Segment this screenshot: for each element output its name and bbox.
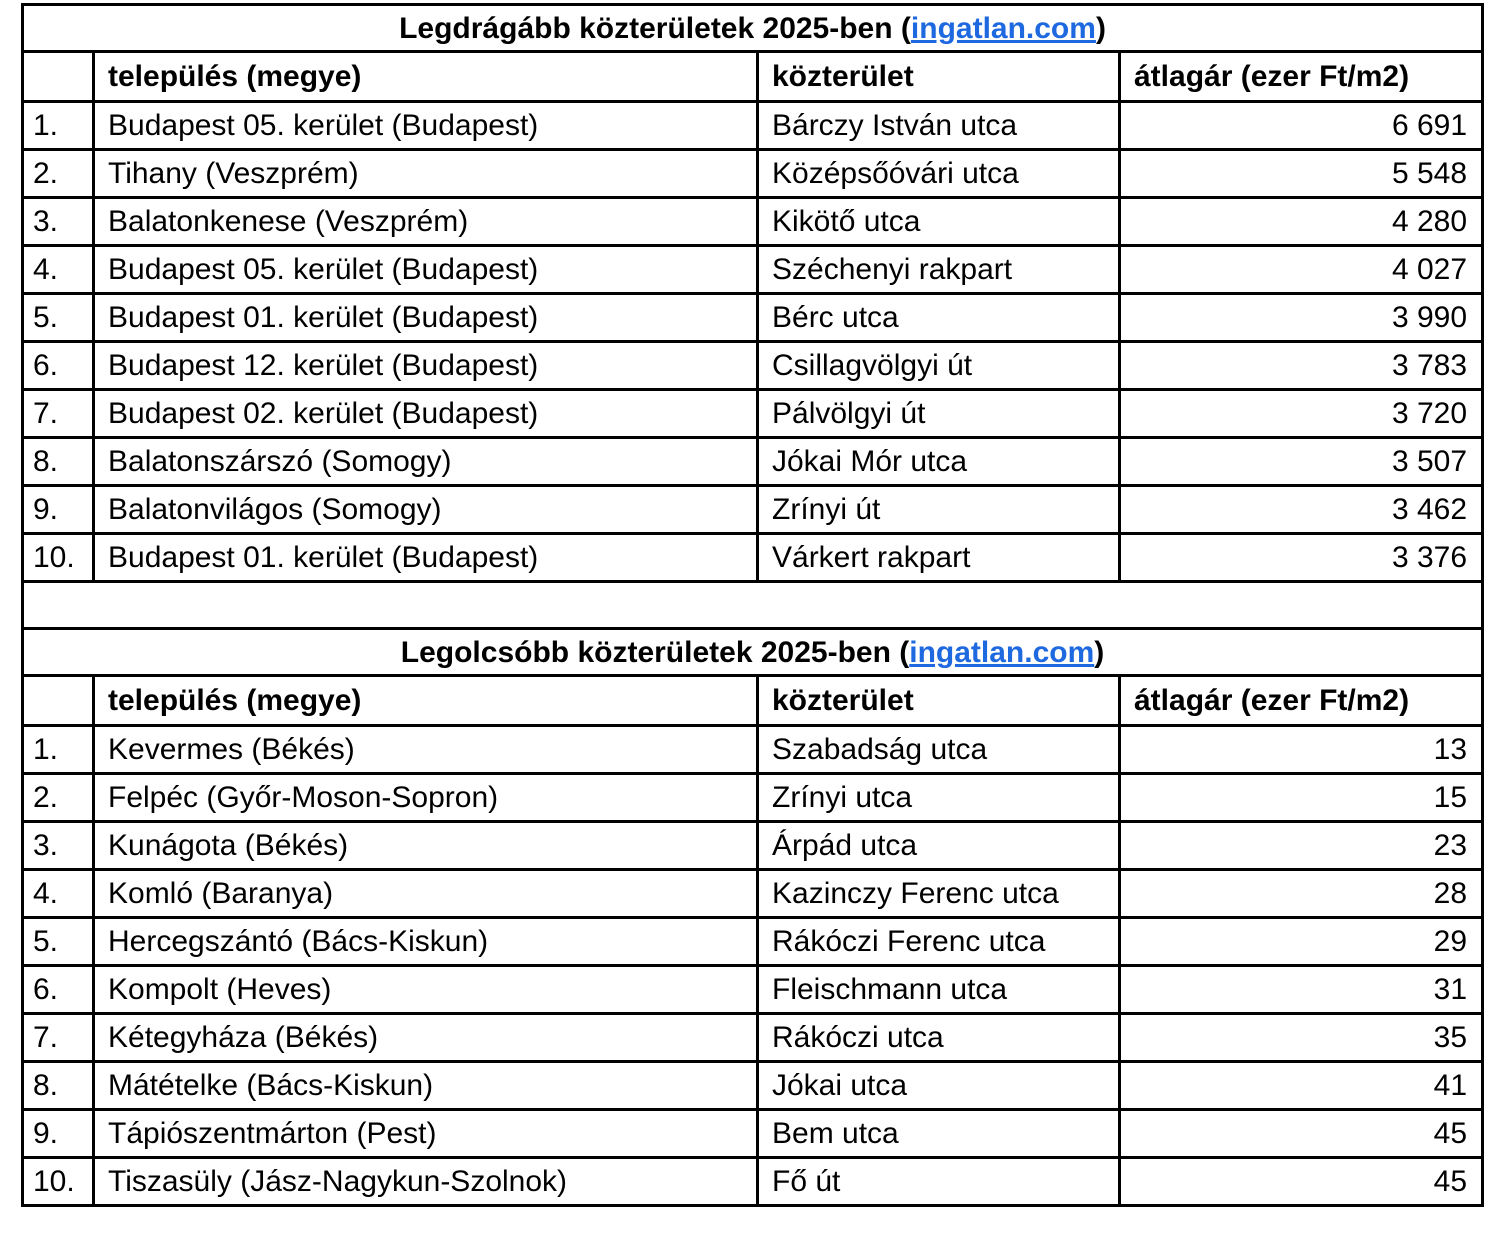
table-row [23,774,1483,822]
rank-cell: 2. [23,774,94,822]
table-row [23,150,1483,198]
price-cell: 29 [1120,918,1483,966]
street-cell: Jókai utca [758,1062,1120,1110]
settlement-cell: Balatonvilágos (Somogy) [94,486,758,534]
table-row [23,486,1483,534]
rank-cell: 8. [23,438,94,486]
rank-cell: 1. [23,102,94,150]
rank-cell: 9. [23,1110,94,1158]
street-cell: Jókai Mór utca [758,438,1120,486]
price-cell: 45 [1120,1110,1483,1158]
settlement-cell: Balatonkenese (Veszprém) [94,198,758,246]
cheapest-table [23,629,1483,726]
settlement-cell: Budapest 02. kerület (Budapest) [94,390,758,438]
ingatlan-com-link[interactable]: ingatlan.com [909,635,1095,669]
rank-cell: 8. [23,1062,94,1110]
price-cell: 41 [1120,1062,1483,1110]
street-cell: Pálvölgyi út [758,390,1120,438]
table-row [23,102,1483,150]
settlement-cell: Budapest 01. kerület (Budapest) [94,534,758,582]
cheapest-header-row [23,676,1483,726]
column-header-price: átlagár (ezer Ft/m2) [1120,676,1483,726]
table-row [23,294,1483,342]
price-cell: 3 990 [1120,294,1483,342]
table-row [23,1158,1483,1206]
price-cell: 5 548 [1120,150,1483,198]
column-header-price: átlagár (ezer Ft/m2) [1120,52,1483,102]
price-cell: 3 462 [1120,486,1483,534]
table-row [23,870,1483,918]
price-cell: 6 691 [1120,102,1483,150]
settlement-cell: Kompolt (Heves) [94,966,758,1014]
price-cell: 3 376 [1120,534,1483,582]
street-cell: Rákóczi utca [758,1014,1120,1062]
street-cell: Bárczy István utca [758,102,1120,150]
table-row [23,726,1483,774]
price-cell: 3 720 [1120,390,1483,438]
ingatlan-com-link[interactable]: ingatlan.com [910,11,1096,45]
rank-cell: 1. [23,726,94,774]
expensive-table-body [23,102,1483,582]
title-text-prefix: Legdrágább közterületek 2025-ben ( [399,11,911,45]
rank-cell: 6. [23,966,94,1014]
expensive-table [23,5,1483,102]
column-header-street: közterület [758,52,1120,102]
table-row [23,966,1483,1014]
settlement-cell: Tihany (Veszprém) [94,150,758,198]
price-tables [21,3,1484,1207]
price-cell: 15 [1120,774,1483,822]
rank-cell: 6. [23,342,94,390]
title-text-prefix: Legolcsóbb közterületek 2025-ben ( [400,635,910,669]
rank-cell: 3. [23,822,94,870]
table-row [23,1062,1483,1110]
table-spacer [23,582,1483,629]
settlement-cell: Mátételke (Bács-Kiskun) [94,1062,758,1110]
price-cell: 23 [1120,822,1483,870]
settlement-cell: Balatonszárszó (Somogy) [94,438,758,486]
rank-cell: 7. [23,1014,94,1062]
street-cell: Bérc utca [758,294,1120,342]
settlement-cell: Komló (Baranya) [94,870,758,918]
street-cell: Zrínyi út [758,486,1120,534]
cheapest-table-body [23,726,1483,1206]
street-cell: Kazinczy Ferenc utca [758,870,1120,918]
settlement-cell: Felpéc (Győr-Moson-Sopron) [94,774,758,822]
price-cell: 4 280 [1120,198,1483,246]
rank-cell: 3. [23,198,94,246]
street-cell: Szabadság utca [758,726,1120,774]
table-row [23,438,1483,486]
price-cell: 45 [1120,1158,1483,1206]
table-row [23,918,1483,966]
table-row [23,1014,1483,1062]
street-cell: Középsőóvári utca [758,150,1120,198]
price-cell: 31 [1120,966,1483,1014]
column-header-settlement: település (megye) [94,676,758,726]
expensive-table-title [23,5,1483,52]
expensive-title-row [23,5,1483,52]
expensive-header-row [23,52,1483,102]
title-text-suffix: ) [1095,11,1106,45]
settlement-cell: Budapest 05. kerület (Budapest) [94,102,758,150]
street-cell: Fő út [758,1158,1120,1206]
column-header-settlement: település (megye) [94,52,758,102]
street-cell: Bem utca [758,1110,1120,1158]
rank-cell: 4. [23,246,94,294]
street-cell: Árpád utca [758,822,1120,870]
street-cell: Zrínyi utca [758,774,1120,822]
rank-cell: 10. [23,1158,94,1206]
table-row [23,198,1483,246]
table-row [23,822,1483,870]
price-cell: 28 [1120,870,1483,918]
rank-cell: 5. [23,294,94,342]
settlement-cell: Kunágota (Békés) [94,822,758,870]
settlement-cell: Budapest 01. kerület (Budapest) [94,294,758,342]
settlement-cell: Budapest 05. kerület (Budapest) [94,246,758,294]
spacer-cell [23,582,1483,629]
spacer-row [23,582,1483,629]
table-row [23,1110,1483,1158]
table-row [23,390,1483,438]
rank-cell: 4. [23,870,94,918]
price-cell: 4 027 [1120,246,1483,294]
price-cell: 3 783 [1120,342,1483,390]
street-cell: Széchenyi rakpart [758,246,1120,294]
settlement-cell: Kevermes (Békés) [94,726,758,774]
column-header-rank [23,52,94,102]
rank-cell: 9. [23,486,94,534]
settlement-cell: Tápiószentmárton (Pest) [94,1110,758,1158]
title-text-suffix: ) [1094,635,1105,669]
price-cell: 3 507 [1120,438,1483,486]
rank-cell: 7. [23,390,94,438]
column-header-street: közterület [758,676,1120,726]
table-row [23,534,1483,582]
rank-cell: 5. [23,918,94,966]
street-cell: Kikötő utca [758,198,1120,246]
cheapest-table-title [23,629,1483,676]
settlement-cell: Hercegszántó (Bács-Kiskun) [94,918,758,966]
price-cell: 13 [1120,726,1483,774]
street-cell: Fleischmann utca [758,966,1120,1014]
settlement-cell: Budapest 12. kerület (Budapest) [94,342,758,390]
settlement-cell: Tiszasüly (Jász-Nagykun-Szolnok) [94,1158,758,1206]
table-row [23,246,1483,294]
price-cell: 35 [1120,1014,1483,1062]
settlement-cell: Kétegyháza (Békés) [94,1014,758,1062]
street-cell: Csillagvölgyi út [758,342,1120,390]
table-row [23,342,1483,390]
column-header-rank [23,676,94,726]
rank-cell: 2. [23,150,94,198]
street-cell: Várkert rakpart [758,534,1120,582]
rank-cell: 10. [23,534,94,582]
street-cell: Rákóczi Ferenc utca [758,918,1120,966]
cheapest-title-row [23,629,1483,676]
